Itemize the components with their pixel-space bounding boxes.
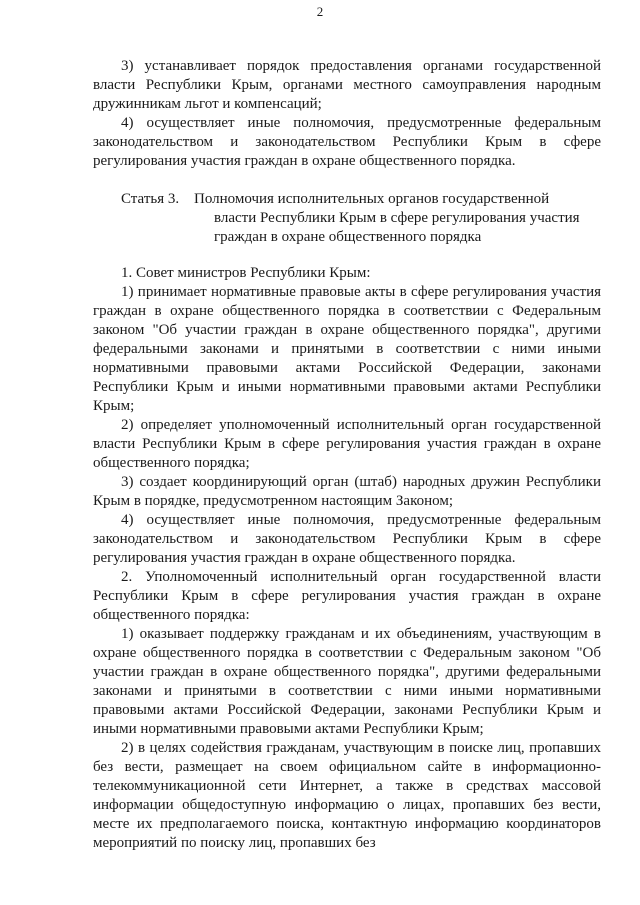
article-number: Статья 3. [121, 191, 180, 207]
article-title-line: Полномочия исполнительных органов государственной [194, 191, 550, 207]
paragraph: 3) устанавливает порядок предоставления органами государственной власти Республики Крым, органами местного самоуправления народным дружинникам льгот и компенсаций; [93, 58, 601, 112]
paragraph: 1) оказывает поддержку гражданам и их объединениям, участвующим в охране общественного порядка в соответствии с Федеральным законом "Об участии граждан в охране общественного порядка", другими федеральными законами и принятыми в соответствии с ними иными нормативными правовыми актами Российской Федерации, законами Республики Крым и иными нормативными правовыми актами Республики Крым; [93, 626, 601, 737]
paragraph: 2) в целях содействия гражданам, участвующим в поиске лиц, пропавших без вести, размещает на своем официальном сайте в информационно-телекоммуникационной сети Интернет, а также в средствах массовой информации общедоступную информацию о лицах, пропавших без вести, месте их предполагаемого поиска, контактную информацию координаторов мероприятий по поиску лиц, пропавших без [93, 740, 601, 851]
article-title-line: граждан в охране общественного порядка [214, 229, 482, 245]
paragraph: 1) принимает нормативные правовые акты в сфере регулирования участия граждан в охране общественного порядка в соответствии с Федеральным законом "Об участии граждан в охране общественного порядка", другими федеральными законами и принятыми в соответствии с ними иными нормативными правовыми актами Российской Федерации, законами Республики Крым и иными нормативными правовыми актами Республики Крым; [93, 284, 601, 414]
paragraph: 2) определяет уполномоченный исполнительный орган государственной власти Республики Крым в сфере регулирования участия граждан в охране общественного порядка; [93, 417, 601, 471]
paragraph: 1. Совет министров Республики Крым: [121, 265, 371, 281]
article-heading [93, 190, 601, 247]
document-body [93, 57, 601, 853]
page-number: 2 [316, 4, 324, 19]
article-title-line: власти Республики Крым в сфере регулирования участия [214, 210, 580, 226]
paragraph: 4) осуществляет иные полномочия, предусмотренные федеральным законодательством и законодательством Республики Крым в сфере регулирования участия граждан в охране общественного порядка. [93, 512, 601, 566]
paragraph: 2. Уполномоченный исполнительный орган государственной власти Республики Крым в сфере регулирования участия граждан в охране общественного порядка: [93, 569, 601, 623]
paragraph: 3) создает координирующий орган (штаб) народных дружин Республики Крым в порядке, предусмотренном настоящим Законом; [93, 474, 601, 509]
paragraph: 4) осуществляет иные полномочия, предусмотренные федеральным законодательством и законодательством Республики Крым в сфере регулирования участия граждан в охране общественного порядка. [93, 115, 601, 169]
